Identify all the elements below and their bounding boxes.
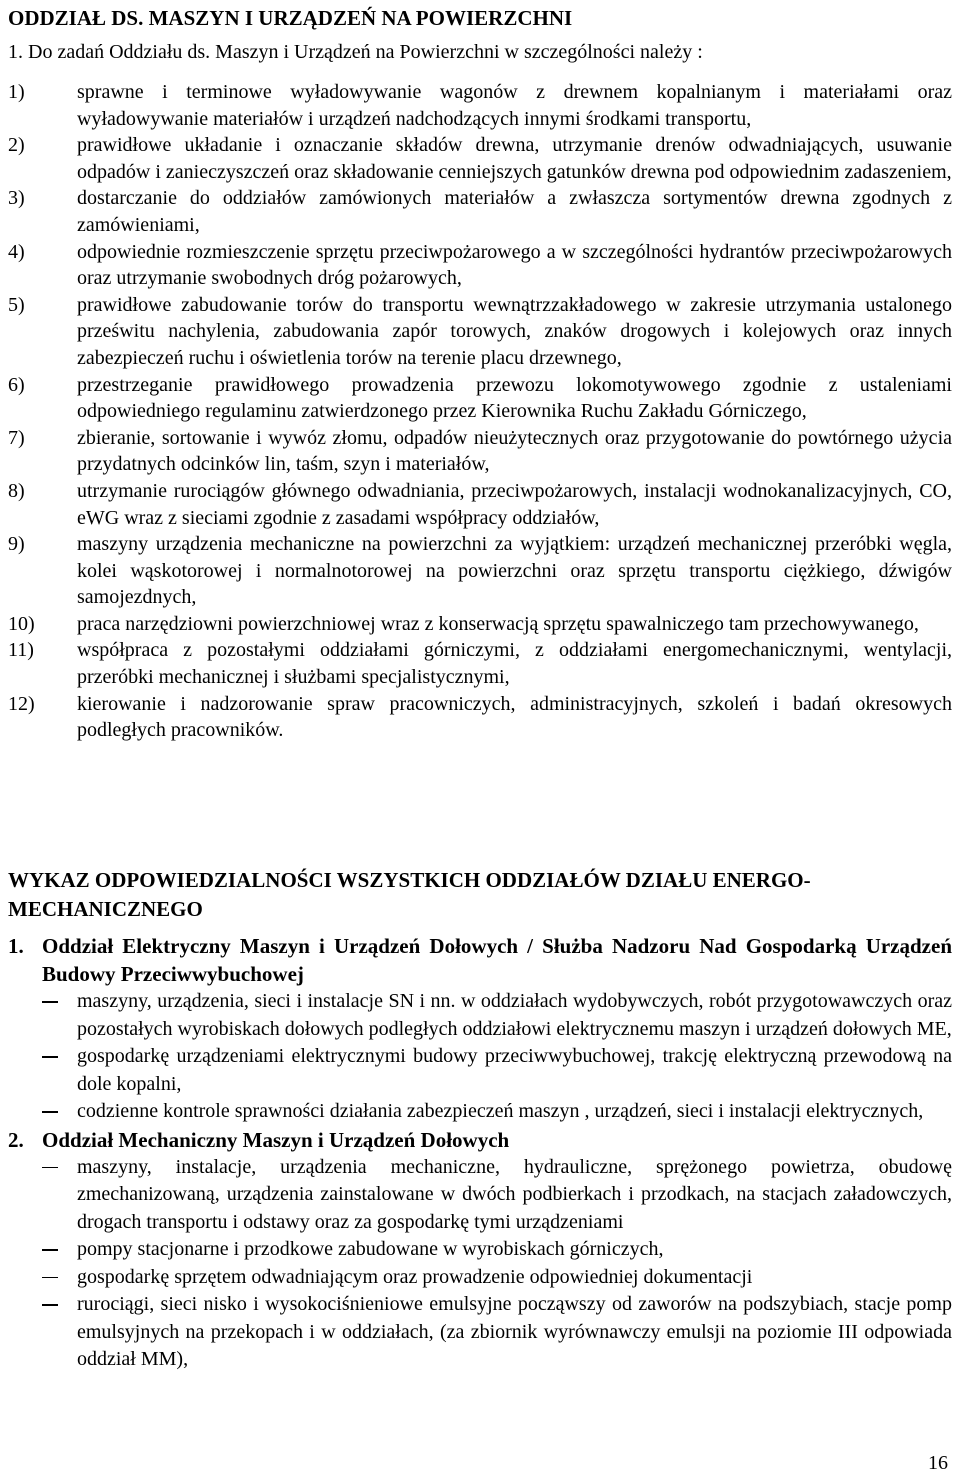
section-heading-surface: ODDZIAŁ DS. MASZYN I URZĄDZEŃ NA POWIERZCHNI <box>8 6 573 30</box>
bullet-text: maszyny, instalacje, urządzenia mechaniczne, hydrauliczne, sprężonego powietrza, obudowę zmechanizowaną, urządzenia zainstalowane w dwóch podbierkach i przodkach, na stacjach załadowczych, drogach transportu i odstawy oraz za gospodarkę tymi urządzeniami <box>77 1155 952 1233</box>
list-item-number: 11) <box>8 639 34 662</box>
list-item-text: praca narzędziowni powierzchniowej wraz z konserwacją sprzętu spawalniczego tam przechowywanego, <box>77 612 919 635</box>
list-item-number: 8) <box>8 479 25 502</box>
list-item <box>0 372 960 425</box>
list-item-number: 1) <box>8 81 25 103</box>
list-item <box>0 425 960 478</box>
list-item-number: 10) <box>8 612 35 635</box>
bullet-item <box>0 1043 960 1098</box>
list-item-number: 5) <box>8 293 25 316</box>
department-name: Oddział Mechaniczny Maszyn i Urządzeń Dołowych <box>42 1127 510 1152</box>
list-item-number: 9) <box>8 533 25 556</box>
bullet-item <box>0 1098 960 1126</box>
dash-bullet-icon <box>42 1167 58 1169</box>
list-item <box>0 691 960 744</box>
list-item <box>0 239 960 292</box>
intro-paragraph: 1. Do zadań Oddziału ds. Maszyn i Urządzeń na Powierzchni w szczególności należy : <box>8 41 703 63</box>
bullet-text: gospodarkę urządzeniami elektrycznymi budowy przeciwwybuchowej, trakcję elektryczną przewodową na dole kopalni, <box>77 1045 952 1095</box>
bullet-text: codzienne kontrole sprawności działania zabezpieczeń maszyn , urządzeń, sieci i instalacji elektrycznych, <box>77 1100 924 1122</box>
bullet-text: gospodarkę sprzętem odwadniającym oraz prowadzenie odpowiedniej dokumentacji <box>77 1265 753 1288</box>
list-item-number: 6) <box>8 373 25 396</box>
department-title <box>0 1126 960 1154</box>
bullet-item <box>0 1154 960 1237</box>
dash-bullet-icon <box>42 1001 58 1003</box>
list-item-text: zbieranie, sortowanie i wywóz złomu, odpadów nieużytecznych oraz przygotowanie do powtórnego użycia przydatnych odcinków lin, taśm, szyn i materiałów, <box>77 426 952 476</box>
departments-list <box>0 932 960 1374</box>
list-item-text: współpraca z pozostałymi oddziałami górniczymi, z oddziałami energomechanicznymi, wentylacji, przeróbki mechanicznej i służbami specjalistycznymi, <box>77 639 952 689</box>
page-number: 16 <box>928 1452 948 1474</box>
list-item <box>0 637 960 690</box>
bullet-text: maszyny, urządzenia, sieci i instalacje SN i nn. w oddziałach wydobywczych, robót przygotowawczych oraz pozostałych wyrobiskach dołowych podległych oddziałowi elektrycznemu maszyn i urządzeń dołowych ME, <box>77 990 952 1040</box>
list-item-text: przestrzeganie prawidłowego prowadzenia przewozu lokomotywowego zgodnie z ustaleniami odpowiedniego regulaminu zatwierdzonego przez Kierownika Ruchu Zakładu Górniczego, <box>77 373 952 423</box>
list-item-text: kierowanie i nadzorowanie spraw pracowniczych, administracyjnych, szkoleń i badań okresowych podległych pracowników. <box>77 692 952 742</box>
bullet-text: pompy stacjonarne i przodkowe zabudowane w wyrobiskach górniczych, <box>77 1238 664 1260</box>
list-item-text: sprawne i terminowe wyładowywanie wagonów z drewnem kopalnianym i materiałami oraz wyładowywanie materiałów i urządzeń nadchodzących innymi środkami transportu, <box>77 81 952 130</box>
list-item <box>0 611 960 638</box>
bullet-item <box>0 1291 960 1374</box>
dash-bullet-icon <box>42 1249 58 1251</box>
list-item-number: 12) <box>8 692 35 715</box>
list-item-number: 2) <box>8 134 25 157</box>
bullet-item <box>0 1236 960 1264</box>
list-item <box>0 79 960 132</box>
list-item-number: 7) <box>8 426 25 449</box>
list-item-text: utrzymanie rurociągów głównego odwadniania, przeciwpożarowych, instalacji wodnokanalizacyjnych, CO, eWG wraz z sieciami zgodnie z zasadami współpracy oddziałów, <box>77 479 952 529</box>
bullet-item <box>0 1264 960 1292</box>
list-item <box>0 531 960 611</box>
list-item-text: prawidłowe zabudowanie torów do transportu wewnątrzzakładowego w zakresie utrzymania ustalonego prześwitu nachylenia, zabudowania zapór torowych, znaków drogowych i kolejowych oraz innych zabezpieczeń ruchu i oświetlenia torów na terenie placu drzewnego, <box>77 293 952 369</box>
list-item-number: 3) <box>8 187 25 210</box>
list-item-number: 4) <box>8 240 25 263</box>
list-item-text: prawidłowe układanie i oznaczanie składów drewna, utrzymanie drenów odwadniających, usuwanie odpadów i zanieczyszczeń oraz składowanie cenniejszych gatunków drewna pod odpowiednim zadaszeniem, <box>77 134 952 183</box>
bullet-text: rurociągi, sieci nisko i wysokociśnieniowe emulsyjne począwszy od zaworów na podszybiach, stacje pomp emulsyjnych na przekopach i w oddziałach, (za zbiornik wyrównawczy emulsji na poziomie III odpowiada oddział MM), <box>77 1293 952 1370</box>
department-number: 2. <box>8 1127 24 1152</box>
list-item-text: odpowiednie rozmieszczenie sprzętu przeciwpożarowego a w szczególności hydrantów przeciwpożarowych oraz utrzymanie swobodnych dróg pożarowych, <box>77 240 952 290</box>
department-name: Oddział Elektryczny Maszyn i Urządzeń Dołowych / Służba Nadzoru Nad Gospodarką Urządzeń Budowy Przeciwwybuchowej <box>42 934 952 986</box>
bullet-item <box>0 988 960 1043</box>
list-item <box>0 478 960 531</box>
duties-list <box>0 79 960 744</box>
list-item-text: maszyny urządzenia mechaniczne na powierzchni za wyjątkiem: urządzeń mechanicznej przeróbki węgla, kolei wąskotorowej i normalnotorowej na powierzchni oraz sprzętu transportu ciężkiego, dźwigów samojezdnych, <box>77 533 952 609</box>
dash-bullet-icon <box>42 1111 58 1113</box>
dash-bullet-icon <box>42 1277 58 1279</box>
department-number: 1. <box>8 934 24 958</box>
list-item <box>0 185 960 238</box>
list-item <box>0 132 960 185</box>
list-item <box>0 292 960 372</box>
dash-bullet-icon <box>42 1056 58 1058</box>
dash-bullet-icon <box>42 1304 58 1306</box>
department-title <box>0 932 960 988</box>
list-item-text: dostarczanie do oddziałów zamówionych materiałów a zwłaszcza sortymentów drewna zgodnych z zamówieniami, <box>77 187 952 236</box>
section-heading-responsibilities: WYKAZ ODPOWIEDZIALNOŚCI WSZYSTKICH ODDZIAŁÓW DZIAŁU ENERGO-MECHANICZNEGO <box>8 868 811 921</box>
